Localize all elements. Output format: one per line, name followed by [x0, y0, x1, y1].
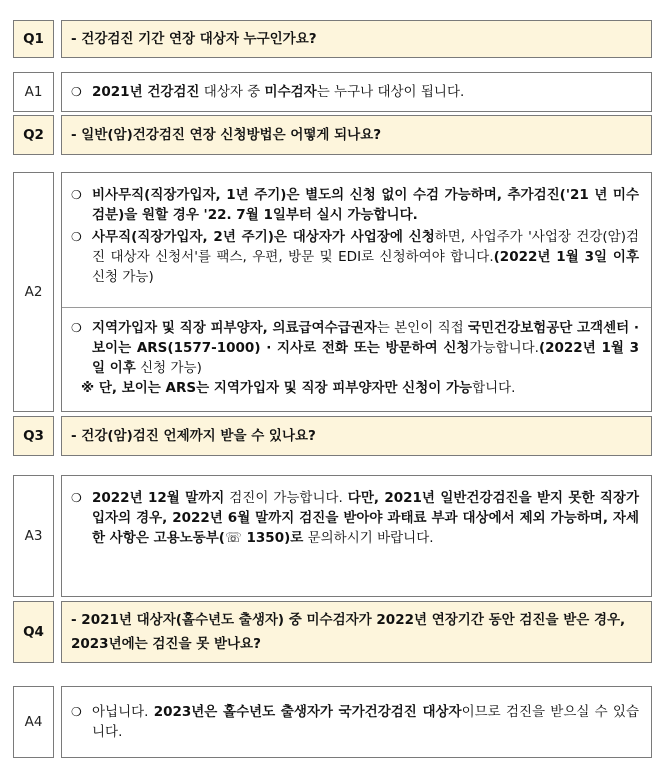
answer-box: [61, 72, 652, 112]
question-text: - 2021년 대상자(홀수년도 출생자) 중 미수검자가 2022년 연장기간 동안 검진을 받은 경우, 2023년에는 검진을 못 받나요?: [61, 601, 652, 663]
answer-label: A1: [13, 72, 54, 112]
bold-text: 사무직(직장가입자, 2년 주기)은 대상자가 사업장에 신청: [92, 229, 435, 245]
bold-text: 2022년 12월 말까지: [92, 490, 225, 506]
text: 가능합니다.: [469, 340, 539, 356]
answer-label: A3: [13, 475, 54, 597]
bold-text: 국민건강보험공단 고객센터 · 보이는 ARS(1577-1000) · 지사로 전화 또는 방문하여 신청: [92, 320, 639, 356]
question-text: - 건강검진 기간 연장 대상자 누구인가요?: [61, 20, 652, 58]
question-label: Q4: [13, 601, 54, 663]
bold-text: 지역가입자 및 직장 피부양자, 의료급여수급권자: [92, 320, 377, 336]
faq-a4-row: [13, 686, 652, 758]
text: 는 누구나 대상이 됩니다.: [316, 84, 465, 100]
bold-text: ※ 단, 보이는 ARS는 지역가입자 및 직장 피부양자만 신청이 가능: [81, 380, 473, 396]
answer-paragraph: [71, 185, 639, 225]
text: 이므로 검진을 받으실 수 있습니다.: [92, 704, 639, 740]
answer-paragraph: [71, 227, 639, 287]
faq-q3-row: [13, 416, 652, 456]
bold-text: 다만, 2021년 일반건강검진을 받지 못한 직장가입자의 경우, 2022년 6월 말까지 검진을 받아야 과태료 부과 대상에서 제외 가능하며, 자세한 사항은 고용노동부(☏ 1350)로: [92, 490, 639, 546]
answer-box: [61, 686, 652, 758]
answer-box: [61, 172, 652, 412]
bold-text: (2022년 1월 3일 이후: [92, 340, 639, 376]
faq-q1-row: [13, 20, 652, 58]
text: 신청 가능): [135, 360, 202, 376]
answer-box: [61, 475, 652, 597]
faq-q4-row: [13, 601, 652, 663]
answer-label: A2: [13, 172, 54, 412]
text: 하면, 사업주가 '사업장 건강(암)검진 대상자 신청서'를 팩스, 우편, 방문 및 EDI로 신청하여야 합니다.: [92, 229, 640, 265]
text: 신청 가능): [92, 269, 154, 285]
bullet-icon: ❍: [71, 491, 82, 505]
faq-q2-row: [13, 115, 652, 155]
text: 합니다.: [472, 380, 516, 396]
bold-text: 2023년은 홀수년도 출생자가 국가건강검진 대상자: [153, 704, 462, 720]
question-label: Q2: [13, 115, 54, 155]
text: 대상자 중: [199, 84, 265, 100]
bullet-icon: ❍: [71, 188, 82, 202]
bold-text: 미수검자: [264, 84, 317, 100]
bold-text: 비사무직(직장가입자, 1년 주기)은 별도의 신청 없이 수검 가능하며, 추가검진('21 년 미수검분)을 원할 경우 '22. 7월 1일부터 실시 가능합니다.: [92, 187, 639, 223]
faq-a1-row: [13, 72, 652, 112]
answer-label: A4: [13, 686, 54, 758]
bold-text: (2022년 1월 3일 이후: [493, 249, 639, 265]
text: 아닙니다.: [92, 704, 154, 720]
text: 문의하시기 바랍니다.: [303, 530, 434, 546]
answer-paragraph: [71, 702, 639, 742]
bullet-icon: ❍: [71, 230, 82, 244]
answer-paragraph: [71, 82, 464, 102]
divider: [62, 307, 651, 308]
text: 는 본인이 직접: [376, 320, 468, 336]
bullet-icon: ❍: [71, 705, 82, 719]
question-text: - 건강(암)검진 언제까지 받을 수 있나요?: [61, 416, 652, 456]
bold-text: 2021년 건강검진: [92, 84, 200, 100]
question-label: Q1: [13, 20, 54, 58]
question-label: Q3: [13, 416, 54, 456]
text: 검진이 가능합니다.: [224, 490, 348, 506]
faq-a2-row: [13, 172, 652, 412]
question-text: - 일반(암)건강검진 연장 신청방법은 어떻게 되나요?: [61, 115, 652, 155]
faq-a3-row: [13, 475, 652, 597]
bullet-icon: ❍: [71, 321, 82, 335]
bullet-icon: ❍: [71, 85, 82, 99]
answer-paragraph: [71, 318, 639, 378]
note: [71, 378, 639, 398]
answer-paragraph: [71, 488, 639, 548]
